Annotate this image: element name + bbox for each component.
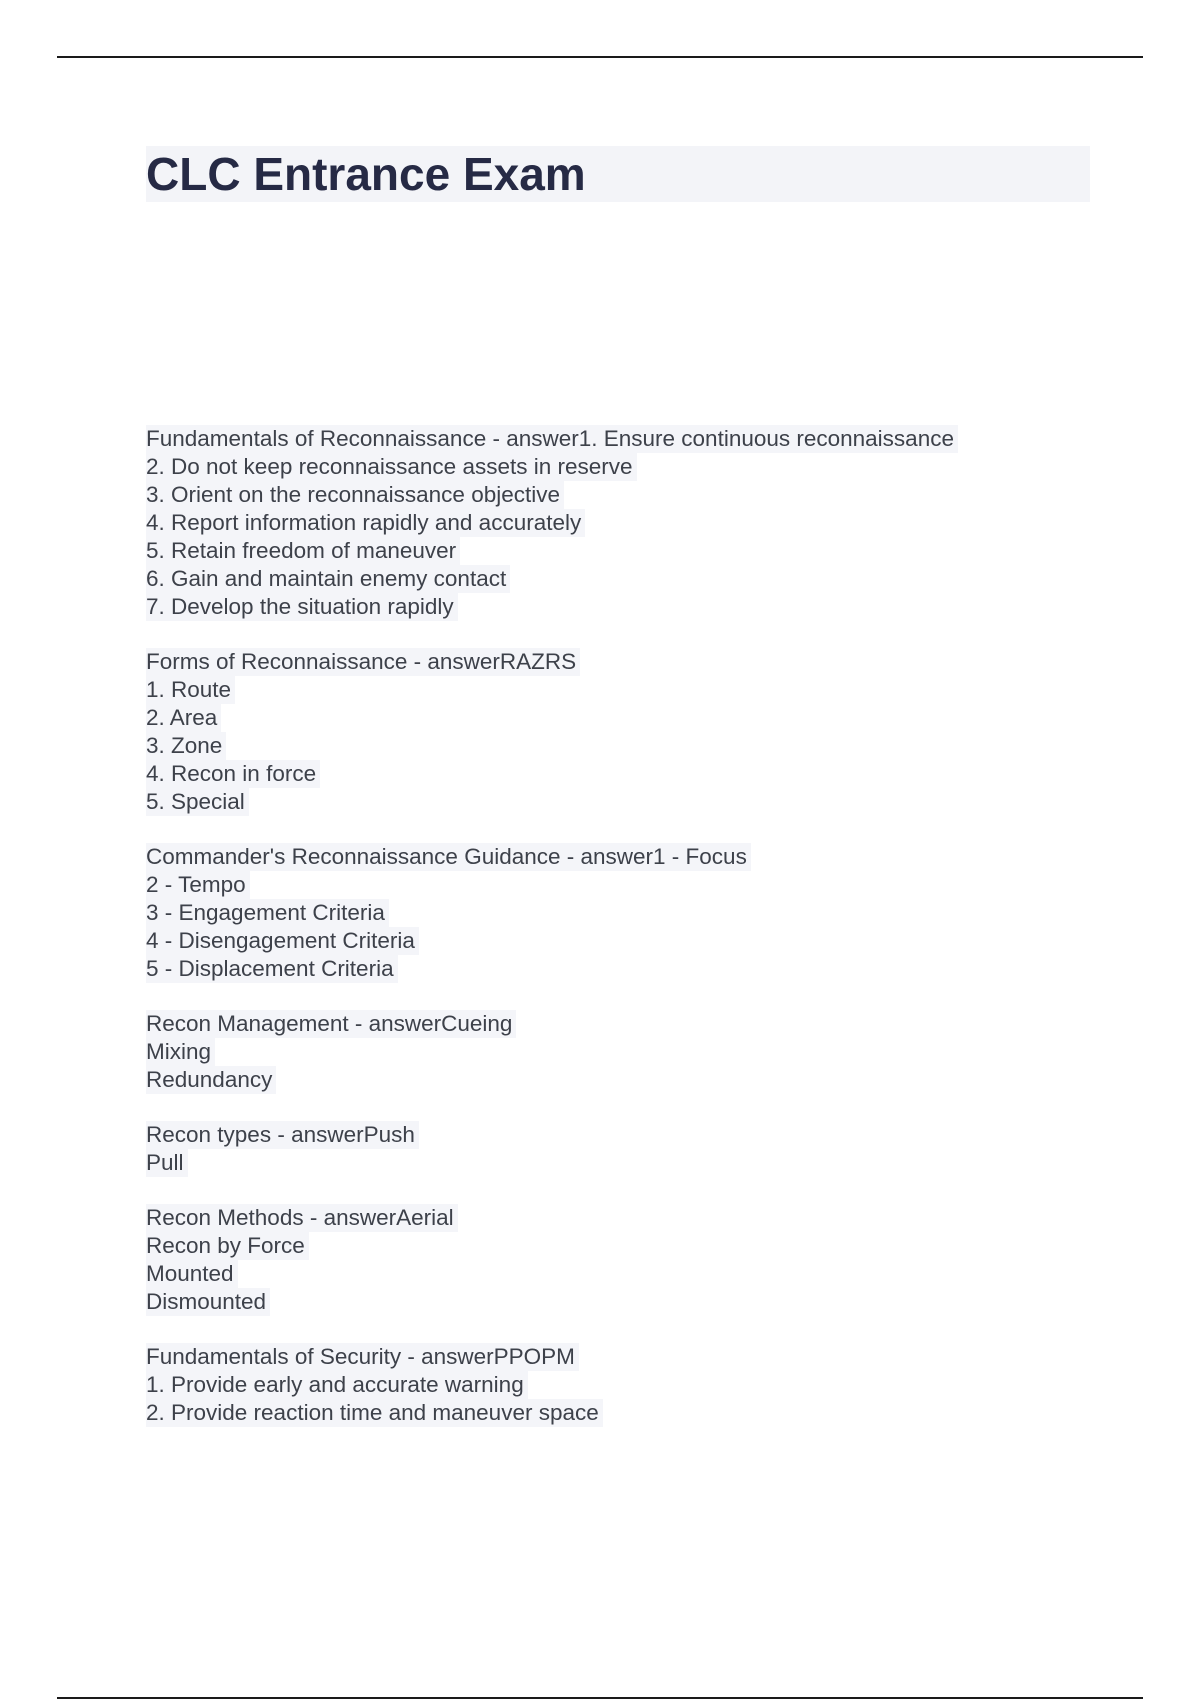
top-rule bbox=[57, 56, 1143, 58]
flashcard-answer-line: 3 - Engagement Criteria bbox=[146, 899, 389, 927]
flashcard-answer-line: 2. Do not keep reconnaissance assets in reserve bbox=[146, 453, 637, 481]
flashcard-question: Recon types - answerPush bbox=[146, 1121, 419, 1149]
flashcard bbox=[146, 1204, 1090, 1316]
flashcard-answer-line: 1. Route bbox=[146, 676, 235, 704]
flashcard bbox=[146, 1343, 1090, 1427]
flashcard-list bbox=[146, 425, 1090, 1454]
bottom-rule bbox=[57, 1697, 1143, 1699]
flashcard-answer-line: Pull bbox=[146, 1149, 188, 1177]
flashcard-question: Forms of Reconnaissance - answerRAZRS bbox=[146, 648, 580, 676]
flashcard-answer-line: Mounted bbox=[146, 1260, 238, 1288]
flashcard-question: Fundamentals of Reconnaissance - answer1. Ensure continuous reconnaissance bbox=[146, 425, 958, 453]
flashcard-answer-line: Redundancy bbox=[146, 1066, 276, 1094]
flashcard-question: Commander's Reconnaissance Guidance - answer1 - Focus bbox=[146, 843, 751, 871]
flashcard-answer-line: 5. Special bbox=[146, 788, 249, 816]
flashcard-answer-line: 5 - Displacement Criteria bbox=[146, 955, 398, 983]
flashcard-answer-line: 4. Report information rapidly and accurately bbox=[146, 509, 585, 537]
flashcard-answer-line: Mixing bbox=[146, 1038, 215, 1066]
flashcard-answer-line: Recon by Force bbox=[146, 1232, 309, 1260]
flashcard-answer-line: 5. Retain freedom of maneuver bbox=[146, 537, 460, 565]
flashcard bbox=[146, 648, 1090, 816]
flashcard bbox=[146, 1121, 1090, 1177]
flashcard-answer-line: 4 - Disengagement Criteria bbox=[146, 927, 419, 955]
flashcard bbox=[146, 1010, 1090, 1094]
flashcard-answer-line: 6. Gain and maintain enemy contact bbox=[146, 565, 510, 593]
flashcard-answer-line: Dismounted bbox=[146, 1288, 270, 1316]
document-title: CLC Entrance Exam bbox=[146, 148, 586, 200]
flashcard bbox=[146, 425, 1090, 621]
flashcard-answer-line: 2. Provide reaction time and maneuver space bbox=[146, 1399, 603, 1427]
flashcard-question: Recon Methods - answerAerial bbox=[146, 1204, 458, 1232]
flashcard-answer-line: 1. Provide early and accurate warning bbox=[146, 1371, 528, 1399]
flashcard-answer-line: 3. Orient on the reconnaissance objective bbox=[146, 481, 564, 509]
flashcard-answer-line: 2 - Tempo bbox=[146, 871, 250, 899]
flashcard-question: Recon Management - answerCueing bbox=[146, 1010, 516, 1038]
flashcard-question: Fundamentals of Security - answerPPOPM bbox=[146, 1343, 579, 1371]
flashcard-answer-line: 3. Zone bbox=[146, 732, 226, 760]
flashcard-answer-line: 7. Develop the situation rapidly bbox=[146, 593, 458, 621]
flashcard-answer-line: 4. Recon in force bbox=[146, 760, 320, 788]
flashcard bbox=[146, 843, 1090, 983]
flashcard-answer-line: 2. Area bbox=[146, 704, 221, 732]
